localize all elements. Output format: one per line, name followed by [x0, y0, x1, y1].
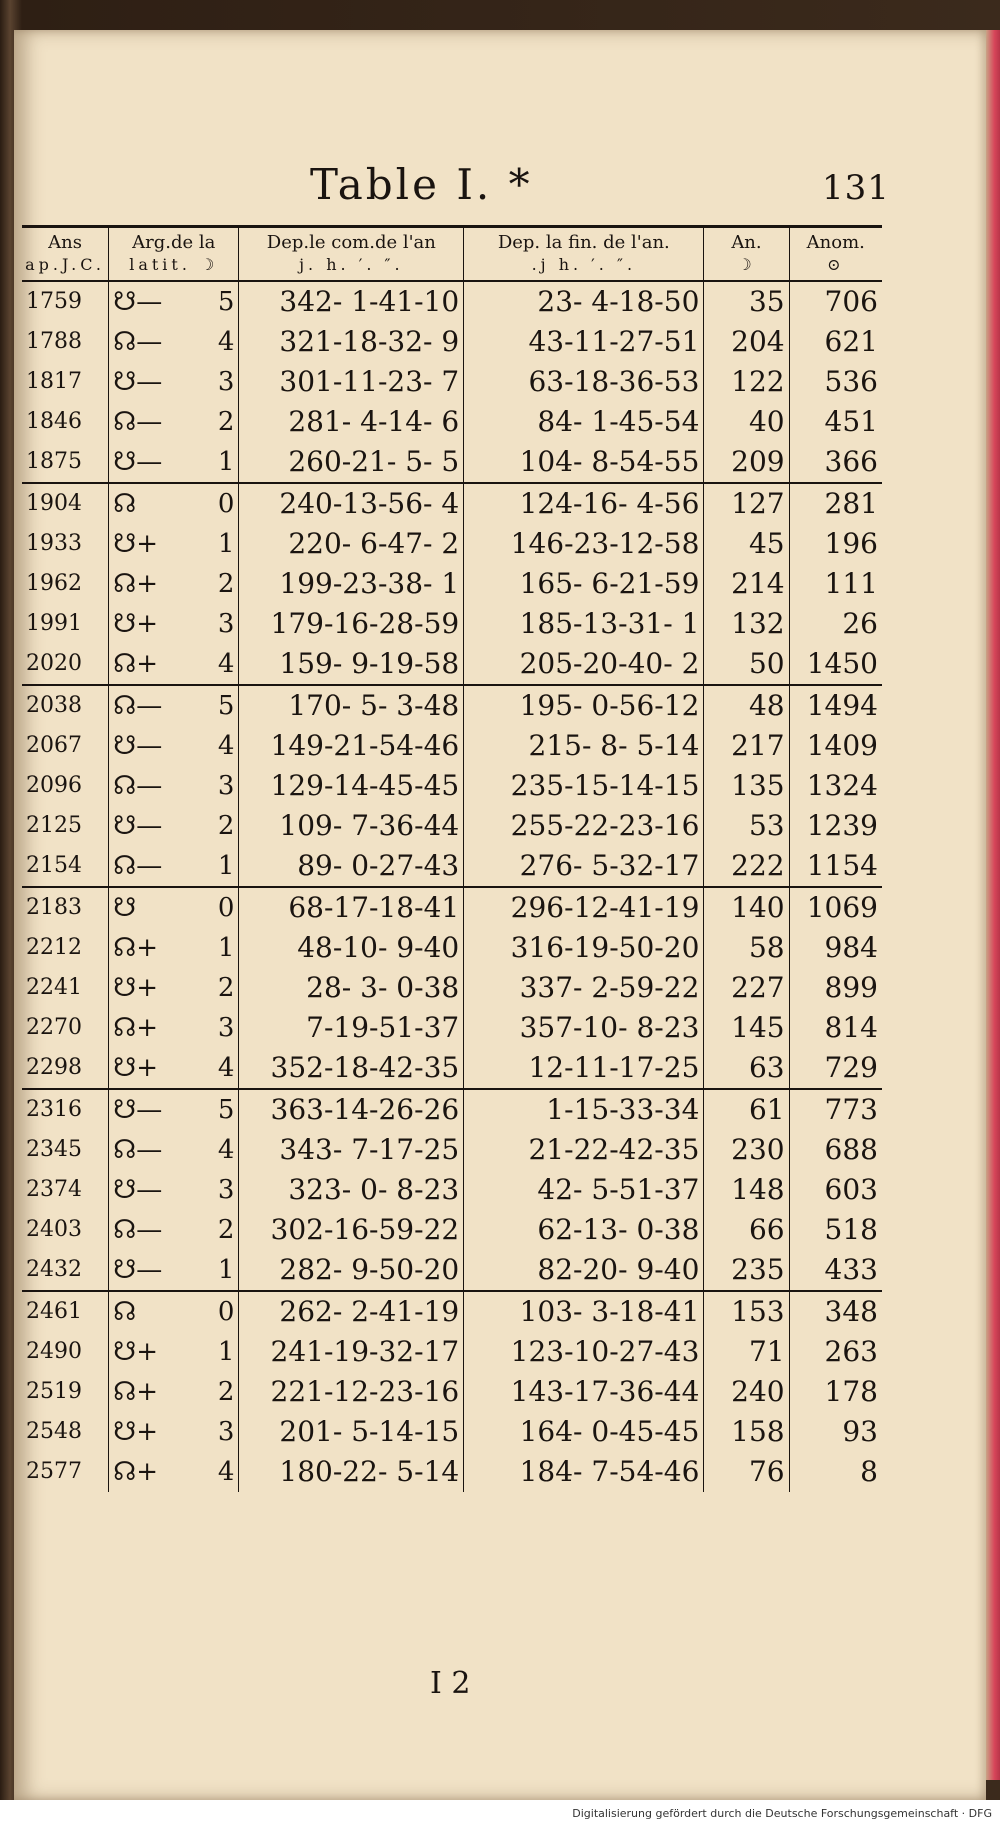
year-cell: 2403	[26, 1217, 82, 1242]
node-symbol: ☊+	[113, 569, 158, 599]
table-row	[22, 1452, 882, 1492]
solar-anomaly-cell: 111	[789, 564, 882, 604]
argument-number: 3	[217, 771, 235, 801]
lunar-anomaly-cell: 235	[704, 1250, 789, 1291]
signature-mark: I 2	[430, 1666, 471, 1701]
node-symbol: ☋—	[113, 1175, 163, 1205]
year-cell: 1904	[22, 483, 109, 524]
argument-cell	[109, 766, 239, 806]
argument-cell	[109, 1250, 239, 1291]
node-symbol: ☊+	[113, 1457, 158, 1487]
lunar-anomaly-cell: 217	[704, 726, 789, 766]
lunar-anomaly-cell: 135	[704, 766, 789, 806]
column-header-line2: latit. ☽	[129, 255, 219, 274]
departure-start-cell: 241-19-32-17	[239, 1332, 464, 1372]
lunar-anomaly-cell: 145	[704, 1008, 789, 1048]
lunar-anomaly-cell: 35	[704, 281, 789, 322]
departure-end-cell: 103- 3-18-41	[464, 1291, 704, 1332]
table-row	[22, 1089, 882, 1130]
departure-end-cell: 104- 8-54-55	[464, 442, 704, 483]
year-cell: 2212	[26, 935, 82, 960]
page-number: 131	[822, 168, 890, 208]
solar-anomaly-cell: 1069	[789, 887, 882, 928]
argument-number: 2	[217, 811, 235, 841]
departure-start-cell: 129-14-45-45	[239, 766, 464, 806]
table-row	[22, 968, 882, 1008]
solar-anomaly-cell: 899	[789, 968, 882, 1008]
node-symbol: ☋	[113, 893, 137, 923]
table-row	[22, 1170, 882, 1210]
solar-anomaly-cell: 1239	[789, 806, 882, 846]
departure-start-cell: 89- 0-27-43	[239, 846, 464, 887]
argument-cell	[109, 928, 239, 968]
lunar-anomaly-cell: 127	[704, 483, 789, 524]
solar-anomaly-cell: 706	[789, 281, 882, 322]
table-row	[22, 1332, 882, 1372]
solar-anomaly-cell: 348	[789, 1291, 882, 1332]
node-symbol: ☋—	[113, 731, 163, 761]
argument-number: 5	[217, 691, 235, 721]
argument-number: 4	[217, 649, 235, 679]
departure-end-cell: 235-15-14-15	[464, 766, 704, 806]
node-symbol: ☋—	[113, 367, 163, 397]
year-cell: 1817	[26, 369, 82, 394]
lunar-anomaly-cell: 204	[704, 322, 789, 362]
table-row	[22, 685, 882, 726]
node-symbol: ☋—	[113, 1255, 163, 1285]
departure-start-cell: 180-22- 5-14	[239, 1452, 464, 1492]
year-cell: 2432	[26, 1257, 82, 1282]
argument-cell	[109, 362, 239, 402]
table-row	[22, 1048, 882, 1089]
argument-number: 3	[217, 1013, 235, 1043]
solar-anomaly-cell: 281	[789, 483, 882, 524]
lunar-anomaly-cell: 153	[704, 1291, 789, 1332]
departure-start-cell: 159- 9-19-58	[239, 644, 464, 685]
departure-end-cell: 62-13- 0-38	[464, 1210, 704, 1250]
year-cell: 2298	[26, 1055, 82, 1080]
departure-end-cell: 43-11-27-51	[464, 322, 704, 362]
argument-number: 1	[217, 1337, 235, 1367]
node-symbol: ☋—	[113, 811, 163, 841]
lunar-anomaly-cell: 76	[704, 1452, 789, 1492]
solar-anomaly-cell: 178	[789, 1372, 882, 1412]
year-cell: 1933	[26, 531, 82, 556]
departure-start-cell: 342- 1-41-10	[239, 281, 464, 322]
departure-start-cell: 170- 5- 3-48	[239, 685, 464, 726]
argument-cell	[109, 846, 239, 887]
departure-end-cell: 296-12-41-19	[464, 887, 704, 928]
departure-end-cell: 12-11-17-25	[464, 1048, 704, 1089]
node-symbol: ☊—	[113, 1135, 163, 1165]
departure-start-cell: 48-10- 9-40	[239, 928, 464, 968]
departure-end-cell: 82-20- 9-40	[464, 1250, 704, 1291]
lunar-anomaly-cell: 140	[704, 887, 789, 928]
argument-cell	[109, 685, 239, 726]
year-cell: 2490	[26, 1339, 82, 1364]
table-row	[22, 1291, 882, 1332]
column-header	[789, 227, 882, 282]
departure-end-cell: 195- 0-56-12	[464, 685, 704, 726]
departure-end-cell: 143-17-36-44	[464, 1372, 704, 1412]
departure-end-cell: 255-22-23-16	[464, 806, 704, 846]
footer-credit: Digitalisierung gefördert durch die Deutsche Forschungsgemeinschaft · DFG	[572, 1807, 992, 1820]
argument-cell	[109, 604, 239, 644]
argument-number: 4	[217, 1053, 235, 1083]
argument-number: 4	[217, 1457, 235, 1487]
departure-start-cell: 302-16-59-22	[239, 1210, 464, 1250]
node-symbol: ☊—	[113, 851, 163, 881]
departure-end-cell: 337- 2-59-22	[464, 968, 704, 1008]
year-cell: 1759	[26, 289, 82, 314]
argument-number: 5	[217, 1095, 235, 1125]
node-symbol: ☊—	[113, 691, 163, 721]
departure-end-cell: 185-13-31- 1	[464, 604, 704, 644]
argument-cell	[109, 281, 239, 322]
argument-number: 0	[217, 1297, 235, 1327]
lunar-anomaly-cell: 230	[704, 1130, 789, 1170]
table-row	[22, 1412, 882, 1452]
argument-number: 4	[217, 731, 235, 761]
table-row	[22, 604, 882, 644]
column-header	[22, 227, 109, 282]
departure-end-cell: 42- 5-51-37	[464, 1170, 704, 1210]
lunar-anomaly-cell: 209	[704, 442, 789, 483]
departure-start-cell: 149-21-54-46	[239, 726, 464, 766]
table-header-row	[22, 227, 882, 282]
argument-cell	[109, 1412, 239, 1452]
lunar-anomaly-cell: 71	[704, 1332, 789, 1372]
lunar-anomaly-cell: 148	[704, 1170, 789, 1210]
node-symbol: ☋+	[113, 529, 158, 559]
lunar-anomaly-cell: 227	[704, 968, 789, 1008]
argument-number: 3	[217, 609, 235, 639]
table-row	[22, 766, 882, 806]
argument-number: 1	[217, 933, 235, 963]
node-symbol: ☊+	[113, 649, 158, 679]
year-cell: 2345	[26, 1137, 82, 1162]
departure-end-cell: 146-23-12-58	[464, 524, 704, 564]
column-header-line1: Anom.	[806, 232, 865, 253]
node-symbol: ☊+	[113, 1377, 158, 1407]
departure-start-cell: 221-12-23-16	[239, 1372, 464, 1412]
table-row	[22, 281, 882, 322]
solar-anomaly-cell: 814	[789, 1008, 882, 1048]
table-row	[22, 1250, 882, 1291]
solar-anomaly-cell: 536	[789, 362, 882, 402]
departure-end-cell: 1-15-33-34	[464, 1089, 704, 1130]
argument-cell	[109, 322, 239, 362]
year-cell: 1875	[26, 449, 82, 474]
solar-anomaly-cell: 518	[789, 1210, 882, 1250]
lunar-anomaly-cell: 214	[704, 564, 789, 604]
argument-cell	[109, 402, 239, 442]
node-symbol: ☋—	[113, 447, 163, 477]
solar-anomaly-cell: 729	[789, 1048, 882, 1089]
table-row	[22, 644, 882, 685]
table-row	[22, 1210, 882, 1250]
year-cell: 2548	[26, 1419, 82, 1444]
lunar-anomaly-cell: 132	[704, 604, 789, 644]
argument-cell	[109, 1452, 239, 1492]
departure-start-cell: 352-18-42-35	[239, 1048, 464, 1089]
departure-start-cell: 199-23-38- 1	[239, 564, 464, 604]
departure-start-cell: 281- 4-14- 6	[239, 402, 464, 442]
lunar-anomaly-cell: 66	[704, 1210, 789, 1250]
departure-end-cell: 124-16- 4-56	[464, 483, 704, 524]
solar-anomaly-cell: 366	[789, 442, 882, 483]
argument-cell	[109, 1372, 239, 1412]
argument-cell	[109, 524, 239, 564]
argument-number: 1	[217, 447, 235, 477]
solar-anomaly-cell: 1324	[789, 766, 882, 806]
departure-start-cell: 363-14-26-26	[239, 1089, 464, 1130]
table-row	[22, 1130, 882, 1170]
node-symbol: ☋+	[113, 973, 158, 1003]
year-cell: 2241	[26, 975, 82, 1000]
argument-cell	[109, 1008, 239, 1048]
argument-cell	[109, 483, 239, 524]
argument-cell	[109, 1089, 239, 1130]
node-symbol: ☊—	[113, 407, 163, 437]
solar-anomaly-cell: 1450	[789, 644, 882, 685]
departure-end-cell: 123-10-27-43	[464, 1332, 704, 1372]
year-cell: 2154	[26, 853, 82, 878]
solar-anomaly-cell: 26	[789, 604, 882, 644]
year-cell: 2125	[26, 813, 82, 838]
solar-anomaly-cell: 433	[789, 1250, 882, 1291]
departure-end-cell: 84- 1-45-54	[464, 402, 704, 442]
lunar-anomaly-cell: 45	[704, 524, 789, 564]
column-header-line2: j. h. ′. ″.	[299, 255, 404, 274]
year-cell: 2183	[22, 887, 109, 928]
solar-anomaly-cell: 1154	[789, 846, 882, 887]
year-cell: 1788	[26, 329, 82, 354]
departure-end-cell: 63-18-36-53	[464, 362, 704, 402]
solar-anomaly-cell: 8	[789, 1452, 882, 1492]
lunar-anomaly-cell: 53	[704, 806, 789, 846]
argument-number: 2	[217, 1215, 235, 1245]
argument-cell	[109, 1332, 239, 1372]
year-cell: 2577	[26, 1459, 82, 1484]
departure-start-cell: 343- 7-17-25	[239, 1130, 464, 1170]
year-cell: 2020	[26, 651, 82, 676]
table-row	[22, 322, 882, 362]
solar-anomaly-cell: 1494	[789, 685, 882, 726]
solar-anomaly-cell: 196	[789, 524, 882, 564]
node-symbol: ☋+	[113, 1417, 158, 1447]
table-row	[22, 524, 882, 564]
table-row	[22, 402, 882, 442]
table-row	[22, 726, 882, 766]
solar-anomaly-cell: 93	[789, 1412, 882, 1452]
node-symbol: ☊—	[113, 327, 163, 357]
table-row	[22, 442, 882, 483]
column-header	[704, 227, 789, 282]
table-row	[22, 564, 882, 604]
column-header-line2: ☽	[737, 255, 756, 274]
argument-cell	[109, 1291, 239, 1332]
solar-anomaly-cell: 1409	[789, 726, 882, 766]
lunar-anomaly-cell: 40	[704, 402, 789, 442]
lunar-anomaly-cell: 50	[704, 644, 789, 685]
column-header	[464, 227, 704, 282]
argument-cell	[109, 564, 239, 604]
argument-cell	[109, 442, 239, 483]
table-body	[22, 281, 882, 1492]
departure-end-cell: 205-20-40- 2	[464, 644, 704, 685]
year-cell: 2461	[22, 1291, 109, 1332]
argument-cell	[109, 806, 239, 846]
node-symbol: ☋—	[113, 1095, 163, 1125]
departure-start-cell: 179-16-28-59	[239, 604, 464, 644]
departure-start-cell: 282- 9-50-20	[239, 1250, 464, 1291]
departure-start-cell: 301-11-23- 7	[239, 362, 464, 402]
argument-cell	[109, 1048, 239, 1089]
lunar-anomaly-cell: 63	[704, 1048, 789, 1089]
year-cell: 1991	[26, 611, 82, 636]
column-header-line1: Dep.le com.de l'an	[266, 232, 436, 253]
departure-start-cell: 201- 5-14-15	[239, 1412, 464, 1452]
lunar-anomaly-cell: 48	[704, 685, 789, 726]
solar-anomaly-cell: 603	[789, 1170, 882, 1210]
table-row	[22, 887, 882, 928]
table-row	[22, 1008, 882, 1048]
departure-end-cell: 23- 4-18-50	[464, 281, 704, 322]
node-symbol: ☊	[113, 489, 137, 519]
astronomical-table	[22, 225, 882, 1492]
departure-end-cell: 357-10- 8-23	[464, 1008, 704, 1048]
argument-cell	[109, 644, 239, 685]
argument-number: 5	[217, 287, 235, 317]
argument-number: 0	[217, 489, 235, 519]
solar-anomaly-cell: 688	[789, 1130, 882, 1170]
departure-start-cell: 260-21- 5- 5	[239, 442, 464, 483]
node-symbol: ☋+	[113, 1337, 158, 1367]
node-symbol: ☊+	[113, 1013, 158, 1043]
departure-start-cell: 68-17-18-41	[239, 887, 464, 928]
lunar-anomaly-cell: 240	[704, 1372, 789, 1412]
argument-number: 4	[217, 1135, 235, 1165]
column-header-line2: ap.J.C.	[25, 255, 105, 274]
departure-start-cell: 220- 6-47- 2	[239, 524, 464, 564]
departure-end-cell: 21-22-42-35	[464, 1130, 704, 1170]
solar-anomaly-cell: 263	[789, 1332, 882, 1372]
node-symbol: ☋+	[113, 1053, 158, 1083]
lunar-anomaly-cell: 58	[704, 928, 789, 968]
argument-cell	[109, 1170, 239, 1210]
table-row	[22, 483, 882, 524]
departure-start-cell: 28- 3- 0-38	[239, 968, 464, 1008]
solar-anomaly-cell: 621	[789, 322, 882, 362]
node-symbol: ☋+	[113, 609, 158, 639]
departure-start-cell: 240-13-56- 4	[239, 483, 464, 524]
departure-end-cell: 316-19-50-20	[464, 928, 704, 968]
lunar-anomaly-cell: 122	[704, 362, 789, 402]
argument-number: 2	[217, 1377, 235, 1407]
departure-start-cell: 7-19-51-37	[239, 1008, 464, 1048]
argument-number: 0	[217, 893, 235, 923]
argument-number: 2	[217, 407, 235, 437]
footer-band	[0, 1800, 1000, 1826]
table-row	[22, 1372, 882, 1412]
argument-number: 3	[217, 1175, 235, 1205]
lunar-anomaly-cell: 222	[704, 846, 789, 887]
table-row	[22, 928, 882, 968]
departure-end-cell: 215- 8- 5-14	[464, 726, 704, 766]
argument-number: 3	[217, 1417, 235, 1447]
solar-anomaly-cell: 451	[789, 402, 882, 442]
node-symbol: ☊—	[113, 771, 163, 801]
year-cell: 2270	[26, 1015, 82, 1040]
column-header-line1: Dep. la fin. de l'an.	[497, 232, 670, 253]
column-header-line1: Ans	[48, 232, 82, 253]
solar-anomaly-cell: 773	[789, 1089, 882, 1130]
argument-cell	[109, 968, 239, 1008]
node-symbol: ☊—	[113, 1215, 163, 1245]
argument-number: 3	[217, 367, 235, 397]
argument-number: 1	[217, 1255, 235, 1285]
year-cell: 2374	[26, 1177, 82, 1202]
argument-number: 2	[217, 569, 235, 599]
year-cell: 1846	[26, 409, 82, 434]
departure-start-cell: 109- 7-36-44	[239, 806, 464, 846]
year-cell: 2067	[26, 733, 82, 758]
departure-start-cell: 262- 2-41-19	[239, 1291, 464, 1332]
solar-anomaly-cell: 984	[789, 928, 882, 968]
table-row	[22, 362, 882, 402]
lunar-anomaly-cell: 158	[704, 1412, 789, 1452]
departure-end-cell: 165- 6-21-59	[464, 564, 704, 604]
departure-end-cell: 184- 7-54-46	[464, 1452, 704, 1492]
departure-start-cell: 321-18-32- 9	[239, 322, 464, 362]
argument-number: 2	[217, 973, 235, 1003]
argument-number: 1	[217, 529, 235, 559]
departure-end-cell: 276- 5-32-17	[464, 846, 704, 887]
column-header-line2: .j h. ′. ″.	[531, 255, 637, 274]
year-cell: 2519	[26, 1379, 82, 1404]
column-header-line1: An.	[731, 232, 762, 253]
year-cell: 1962	[26, 571, 82, 596]
page-title: Table I. *	[310, 160, 533, 209]
departure-end-cell: 164- 0-45-45	[464, 1412, 704, 1452]
year-cell: 2316	[22, 1089, 109, 1130]
column-header	[239, 227, 464, 282]
table-row	[22, 846, 882, 887]
table-row	[22, 806, 882, 846]
column-header-line1: Arg.de la	[132, 232, 216, 253]
argument-cell	[109, 726, 239, 766]
argument-cell	[109, 1210, 239, 1250]
year-cell: 2038	[22, 685, 109, 726]
departure-start-cell: 323- 0- 8-23	[239, 1170, 464, 1210]
page-edge-red	[986, 30, 1000, 1780]
column-header-line2: ⊙	[827, 255, 845, 274]
lunar-anomaly-cell: 61	[704, 1089, 789, 1130]
year-cell: 2096	[26, 773, 82, 798]
node-symbol: ☊+	[113, 933, 158, 963]
node-symbol: ☊	[113, 1297, 137, 1327]
argument-number: 4	[217, 327, 235, 357]
argument-number: 1	[217, 851, 235, 881]
node-symbol: ☋—	[113, 287, 163, 317]
argument-cell	[109, 1130, 239, 1170]
column-header	[109, 227, 239, 282]
argument-cell	[109, 887, 239, 928]
